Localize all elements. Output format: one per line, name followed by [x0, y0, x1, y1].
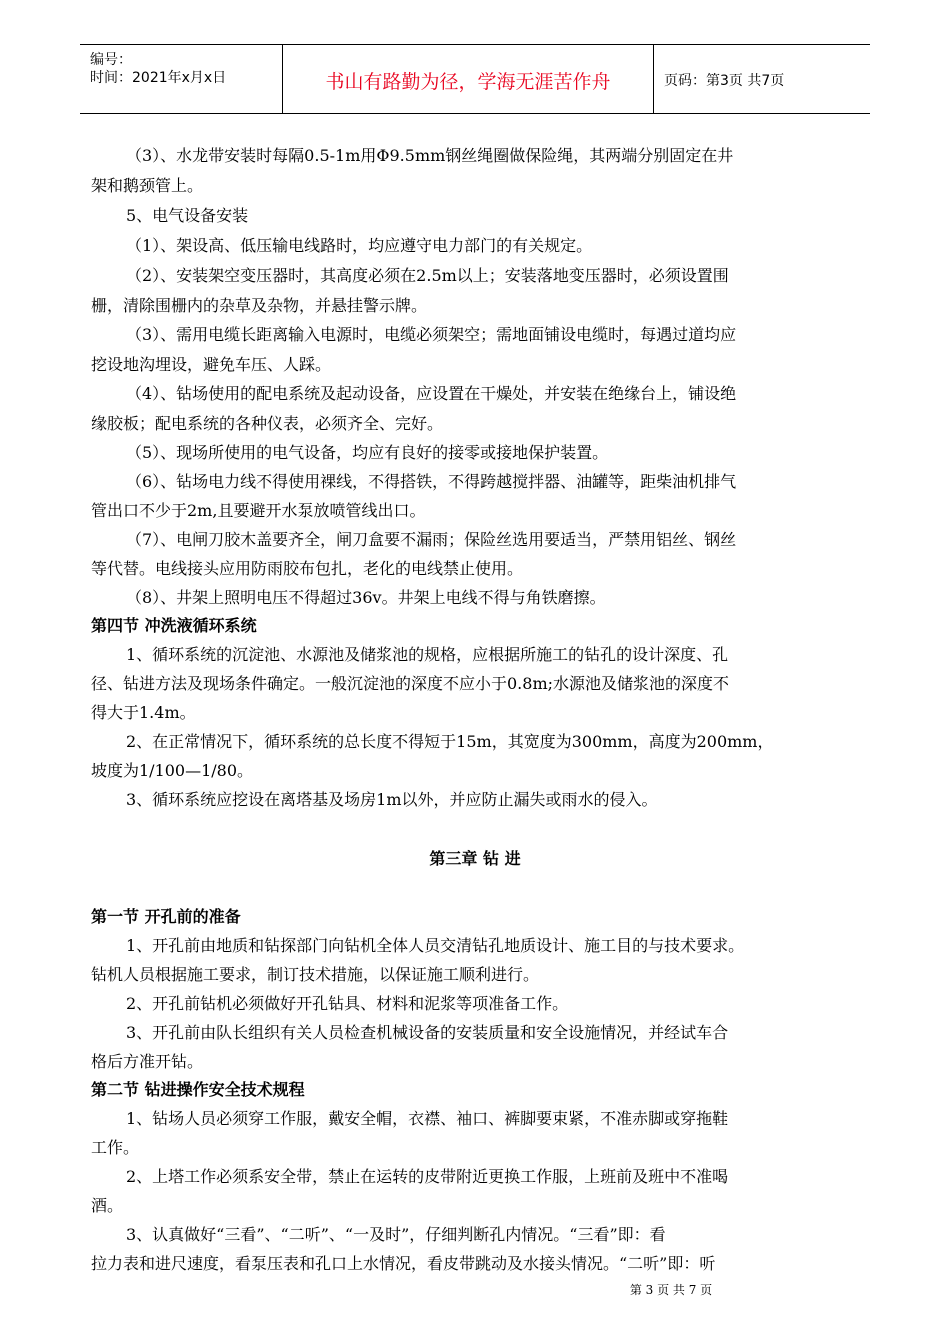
chapter-title: 第三章 钻 进 — [429, 849, 521, 868]
paragraph-line: 格后方准开钻。 — [91, 1052, 204, 1071]
paragraph-line: （4）、钻场使用的配电系统及起动设备，应设置在干燥处，并安装在绝缘台上，铺设绝 — [126, 384, 737, 403]
section-heading: 第四节 冲洗液循环系统 — [91, 616, 257, 635]
paragraph-line: 拉力表和进尺速度，看泵压表和孔口上水情况，看皮带跳动及水接头情况。“二听”即：听 — [91, 1254, 716, 1273]
paragraph-line: 缘胶板；配电系统的各种仪表，必须齐全、完好。 — [91, 414, 444, 433]
paragraph-line: 1、开孔前由地质和钻探部门向钻机全体人员交清钻孔地质设计、施工目的与技术要求。 — [126, 936, 745, 955]
paragraph-line: 2、上塔工作必须系安全带，禁止在运转的皮带附近更换工作服，上班前及班中不准喝 — [126, 1167, 729, 1186]
paragraph-line: 工作。 — [91, 1138, 140, 1157]
paragraph-line: 1、循环系统的沉淀池、水源池及储浆池的规格，应根据所施工的钻孔的设计深度、孔 — [126, 645, 729, 664]
paragraph-line: （6）、钻场电力线不得使用裸线，不得搭铁，不得跨越搅拌器、油罐等，距柴油机排气 — [126, 472, 737, 491]
paragraph-line: 5、电气设备安装 — [126, 206, 249, 225]
paragraph-line: （8）、井架上照明电压不得超过36v。井架上电线不得与角铁磨擦。 — [126, 588, 606, 607]
paragraph-line: 3、认真做好“三看”、“二听”、“一及时”，仔细判断孔内情况。“三看”即：看 — [126, 1225, 666, 1244]
paragraph-line: 栅，清除围栅内的杂草及杂物，并悬挂警示牌。 — [91, 296, 428, 315]
header-motto-cell — [283, 45, 654, 113]
paragraph-line: 2、开孔前钻机必须做好开孔钻具、材料和泥浆等项准备工作。 — [126, 994, 569, 1013]
paragraph-line: 2、在正常情况下，循环系统的总长度不得短于15m，其宽度为300mm，高度为200mm， — [126, 732, 774, 751]
header-page-info: 页码：第3页 共7页 — [664, 73, 785, 89]
paragraph-line: 3、开孔前由队长组织有关人员检查机械设备的安装质量和安全设施情况，并经试车合 — [126, 1023, 729, 1042]
paragraph-line: 等代替。电线接头应用防雨胶布包扎，老化的电线禁止使用。 — [91, 559, 524, 578]
paragraph-line: （3）、需用电缆长距离输入电源时，电缆必须架空；需地面铺设电缆时，每遇过道均应 — [126, 325, 737, 344]
page-header — [80, 44, 870, 114]
paragraph-line: 管出口不少于2m,且要避开水泵放喷管线出口。 — [91, 501, 426, 520]
section-heading: 第一节 开孔前的准备 — [91, 907, 241, 926]
paragraph-line: 架和鹅颈管上。 — [91, 176, 204, 195]
header-motto: 书山有路勤为径，学海无涯苦作舟 — [325, 71, 611, 93]
paragraph-line: 挖设地沟埋设，避免车压、人踩。 — [91, 355, 332, 374]
paragraph-line: 酒。 — [91, 1196, 124, 1215]
paragraph-line: （7）、电闸刀胶木盖要齐全，闸刀盒要不漏雨；保险丝选用要适当，严禁用铝丝、钢丝 — [126, 530, 737, 549]
paragraph-line: 钻机人员根据施工要求，制订技术措施，以保证施工顺利进行。 — [91, 965, 540, 984]
header-info-cell — [80, 45, 283, 113]
section-heading: 第二节 钻进操作安全技术规程 — [91, 1080, 305, 1099]
page-footer — [0, 1281, 950, 1298]
paragraph-line: 1、钻场人员必须穿工作服，戴安全帽，衣襟、袖口、裤脚要束紧，不准赤脚或穿拖鞋 — [126, 1109, 729, 1128]
document-number-label: 编号： — [90, 52, 132, 68]
footer-page-number: 第 3 页 共 7 页 — [629, 1283, 713, 1297]
paragraph-line: （1）、架设高、低压输电线路时，均应遵守电力部门的有关规定。 — [126, 236, 593, 255]
paragraph-line: 得大于1.4m。 — [91, 703, 196, 722]
paragraph-line: 3、循环系统应挖设在离塔基及场房1m以外，并应防止漏失或雨水的侵入。 — [126, 790, 658, 809]
header-page-cell — [654, 45, 870, 113]
paragraph-line: （5）、现场所使用的电气设备，均应有良好的接零或接地保护装置。 — [126, 443, 609, 462]
paragraph-line: 径、钻进方法及现场条件确定。一般沉淀池的深度不应小于0.8m;水源池及储浆池的深度不 — [91, 674, 730, 693]
paragraph-line: （3）、水龙带安装时每隔0.5-1m用Φ9.5mm钢丝绳圈做保险绳，其两端分别固定在井 — [126, 146, 734, 165]
paragraph-line: 坡度为1/100—1/80。 — [91, 761, 254, 780]
document-date: 时间：2021年x月x日 — [90, 70, 227, 86]
paragraph-line: （2）、安装架空变压器时，其高度必须在2.5m以上；安装落地变压器时，必须设置围 — [126, 266, 729, 285]
